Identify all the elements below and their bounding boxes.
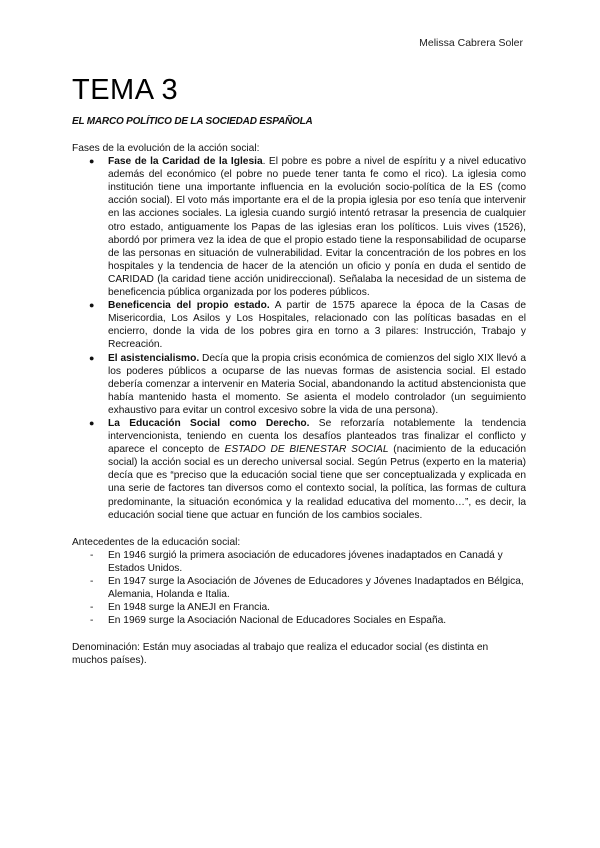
bullet-icon: ● [89,300,95,311]
phase-emphasis: ESTADO DE BIENESTAR SOCIAL [224,444,389,456]
antecedent-text: En 1948 surge la ANEJI en Francia. [108,602,270,614]
denomination-paragraph: Denominación: Están muy asociadas al trabajo que realiza el educador social (es distinta en muchos países). [72,642,489,667]
dash-icon: - [90,615,94,627]
list-item [72,417,526,522]
author-name: Melissa Cabrera Soler [419,37,523,49]
dash-icon: - [90,602,94,614]
list-item [72,299,526,351]
phase-term: El asistencialismo. [108,352,200,364]
phase-term: Beneficencia del propio estado. [108,300,270,312]
list-item [72,549,526,575]
list-item [72,614,526,627]
dash-icon: - [90,549,94,561]
antecedent-text: En 1946 surgió la primera asociación de educadores jóvenes inadaptados en Canadá y Estados Unidos. [108,549,503,574]
antecedents-heading: Antecedentes de la educación social: [72,536,241,548]
page-title: TEMA 3 [72,74,179,106]
list-item [72,155,526,299]
phase-text: (nacimiento de la educación social) la acción social es un derecho universal social. Según Petrus (experto en la materia) decía que es “preciso que la educación social tiene que ser conceptualizada y explicada en una serie de factores tan diversos como el contexto social, la política, las formas de cultura predominante, la situación económica y la realidad educativa del momento…”, es decir, la educación social tiene que actuar en función de los cambios sociales. [108,444,527,521]
document-body [72,142,526,668]
phases-heading: Fases de la evolución de la acción social: [72,143,260,154]
list-item [72,601,526,614]
phase-text: . El pobre es pobre a nivel de espíritu y a nivel educativo además del económico (el pobre no puede tener tanta fe como el rico). La iglesia como institución tiene una importante influencia en la evolución socio-política de la ES (como acción social). El voto más importante era el de la propia iglesia por eso tenía que intervenir en las acciones sociales. La iglesia cuando surgió intentó retrasar la presencia de cualquier otro estado, antiguamente los Papas de las iglesias eran los políticos. Luis vives (1526), abordó por primera vez la idea de que el propio estado tiene la responsabilidad de ocuparse de las personas en situación de vulnerabilidad. Evitar la concentración de los pobres en los hospitales y la tendencia de hacer de la atención un oficio y ponía en duda el sentido de CARIDAD (la caridad tiene acción unidireccional). Señalaba la necesidad de un sistema de beneficencia pública organizada por los poderes públicos. [108,156,526,299]
bullet-icon: ● [89,352,95,363]
phase-text: A partir de 1575 aparece la época de la Casas de Misericordia, Los Asilos y Los Hospitales, relacionado con las políticas basadas en el encierro, donde la vida de los pobres gira en torno a 3 pilares: Instrucción, Trabajo y Recreación. [108,300,526,351]
antecedent-text: En 1969 surge la Asociación Nacional de Educadores Sociales en España. [108,615,447,627]
phase-term: La Educación Social como Derecho. [108,417,310,429]
bullet-icon: ● [89,417,95,428]
dash-icon: - [90,576,94,587]
antecedents-list [72,549,526,628]
phases-list [72,155,526,522]
page-subtitle: EL MARCO POLÍTICO DE LA SOCIEDAD ESPAÑOLA [72,116,313,127]
antecedent-text: En 1947 surge la Asociación de Jóvenes de Educadores y Jóvenes Inadaptados en Bélgica, Alemania, Holanda e Italia. [108,576,524,601]
list-item [72,575,526,601]
phase-text: Decía que la propia crisis económica de comienzos del siglo XIX llevó a los poderes públicos a ocuparse de las nuevas formas de asistencia social. El estado debería comenzar a intervenir en Materia Social, abandonando la actitud abstencionista que había mantenido hasta el momento. Se asienta el modelo controlador (un seguimiento exhaustivo para evitar un control excesivo sobre la vida de una persona). [108,352,526,416]
phase-term: Fase de la Caridad de la Iglesia [108,156,263,168]
bullet-icon: ● [89,156,95,167]
list-item [72,352,526,417]
phase-text: Se reforzaría notablemente la tendencia intervencionista, teniendo en cuenta los desafíos planteados tras finalizar el conflicto y aparece el concepto de [108,417,526,456]
